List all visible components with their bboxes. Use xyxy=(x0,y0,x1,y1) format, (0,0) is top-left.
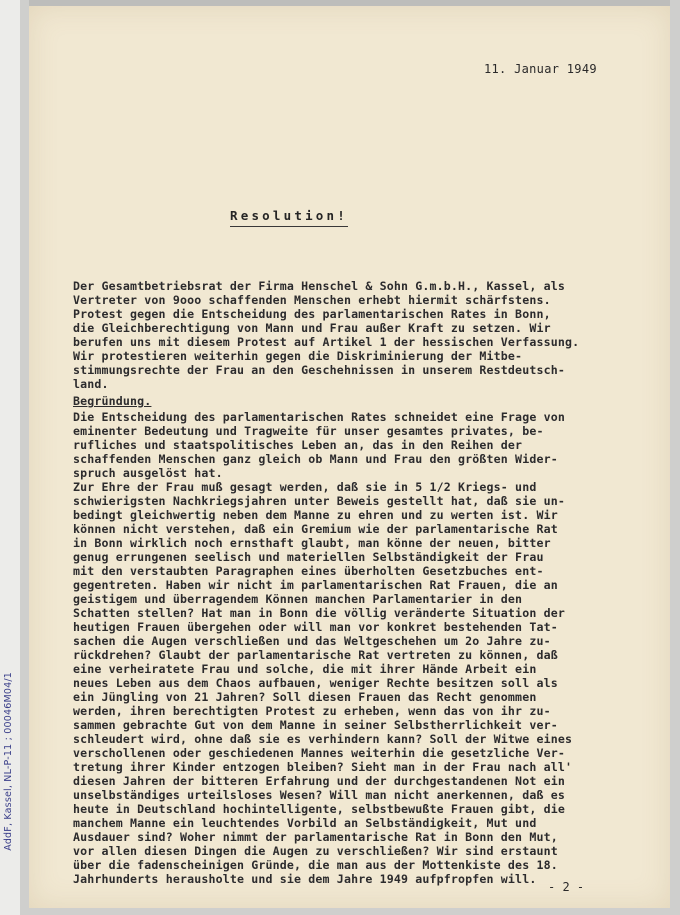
page-number: - 2 - xyxy=(548,880,585,894)
text-line: schaffenden Menschen ganz gleich ob Mann und Frau den größten Wider- xyxy=(73,452,558,466)
text-line: Die Entscheidung des parlamentarischen Rates schneidet eine Frage von xyxy=(73,410,565,424)
text-line: sammen gebrachte Gut von dem Manne in seiner Selbstherrlichkeit ver- xyxy=(73,718,558,732)
text-line: eminenter Bedeutung und Tragweite für unser gesamtes privates, be- xyxy=(73,424,544,438)
text-line: Zur Ehre der Frau muß gesagt werden, daß sie in 5 1/2 Kriegs- und xyxy=(73,480,537,494)
text-line: Der Gesamtbetriebsrat der Firma Henschel & Sohn G.m.b.H., Kassel, als xyxy=(73,279,565,293)
text-line: können nicht verstehen, daß ein Gremium wie der parlamentarische Rat xyxy=(73,522,558,536)
text-line: vor allen diesen Dingen die Augen zu verschließen? Wir sind erstaunt xyxy=(73,844,558,858)
text-line: tretung ihrer Kinder entzogen bleiben? Sieht man in der Frau nach all' xyxy=(73,760,573,774)
text-line: sachen die Augen verschließen und das Weltgeschehen um 2o Jahre zu- xyxy=(73,634,551,648)
document-date: 11. Januar 1949 xyxy=(484,62,597,76)
text-line: Protest gegen die Entscheidung des parlamentarischen Rates in Bonn, xyxy=(73,307,551,321)
section-heading: Begründung. xyxy=(73,394,152,408)
text-line: Wir protestieren weiterhin gegen die Diskriminierung der Mitbe- xyxy=(73,349,523,363)
text-line: eine verheiratete Frau und solche, die mit ihrer Hände Arbeit ein xyxy=(73,662,537,676)
text-line: bedingt gleichwertig neben dem Manne zu ehren und zu werten ist. Wir xyxy=(73,508,558,522)
text-line: berufen uns mit diesem Protest auf Artikel 1 der hessischen Verfassung. xyxy=(73,335,580,349)
text-line: geistigem und überragendem Können manchen Parlamentarier in den xyxy=(73,592,523,606)
text-line: genug errungenen seelisch und materiellen Selbständigkeit der Frau xyxy=(73,550,544,564)
text-line: Jahrhunderts herausholte und sie dem Jahre 1949 aufpfropfen will. xyxy=(73,872,537,886)
text-line: diesen Jahren der bitteren Erfahrung und der durchgestandenen Not ein xyxy=(73,774,565,788)
text-line: gegentreten. Haben wir nicht im parlamentarischen Rat Frauen, die an xyxy=(73,578,558,592)
text-line: Ausdauer sind? Woher nimmt der parlamentarische Rat in Bonn den Mut, xyxy=(73,830,558,844)
text-line: mit den verstaubten Paragraphen eines überholten Gesetzbuches ent- xyxy=(73,564,544,578)
text-line: über die fadenscheinigen Gründe, die man aus der Mottenkiste des 18. xyxy=(73,858,558,872)
text-line: werden, ihren berechtigten Protest zu erheben, wenn das von ihr zu- xyxy=(73,704,551,718)
text-line: rufliches und staatspolitisches Leben an, das in den Reihen der xyxy=(73,438,523,452)
text-line: land. xyxy=(73,377,109,391)
archive-sidebar xyxy=(0,0,20,915)
text-line: Schatten stellen? Hat man in Bonn die völlig veränderte Situation der xyxy=(73,606,565,620)
text-line: ein Jüngling von 21 Jahren? Soll diesen Frauen das Recht genommen xyxy=(73,690,537,704)
text-line: heutigen Frauen übergehen oder will man vor konkret bestehenden Tat- xyxy=(73,620,558,634)
text-line: unselbständiges urteilsloses Wesen? Will man nicht anerkennen, daß es xyxy=(73,788,565,802)
archive-reference-label: AddF, Kassel, NL-P-11 ; 00046M04/1 xyxy=(3,672,14,851)
text-line: rückdrehen? Glaubt der parlamentarische Rat vertreten zu können, daß xyxy=(73,648,558,662)
text-line: manchem Manne ein leuchtendes Vorbild an Selbständigkeit, Mut und xyxy=(73,816,537,830)
text-line: Vertreter von 9ooo schaffenden Menschen erhebt hiermit schärfstens. xyxy=(73,293,551,307)
document-title: Resolution! xyxy=(230,208,348,227)
text-line: heute in Deutschland hochintelligente, selbstbewußte Frauen gibt, die xyxy=(73,802,565,816)
text-line: spruch ausgelöst hat. xyxy=(73,466,223,480)
text-line: schleudert wird, ohne daß sie es verhindern kann? Soll der Witwe eines xyxy=(73,732,573,746)
text-line: stimmungsrechte der Frau an den Geschehnissen in unserem Restdeutsch- xyxy=(73,363,565,377)
text-line: neues Leben aus dem Chaos aufbauen, weniger Rechte besitzen soll als xyxy=(73,676,558,690)
text-line: in Bonn wirklich noch ernsthaft glaubt, man könne der neuen, bitter xyxy=(73,536,551,550)
text-line: schwierigsten Nachkriegsjahren unter Beweis gestellt hat, daß sie un- xyxy=(73,494,565,508)
text-line: die Gleichberechtigung von Mann und Frau außer Kraft zu setzen. Wir xyxy=(73,321,551,335)
text-line: verschollenen oder geschiedenen Mannes weiterhin die gesetzliche Ver- xyxy=(73,746,565,760)
